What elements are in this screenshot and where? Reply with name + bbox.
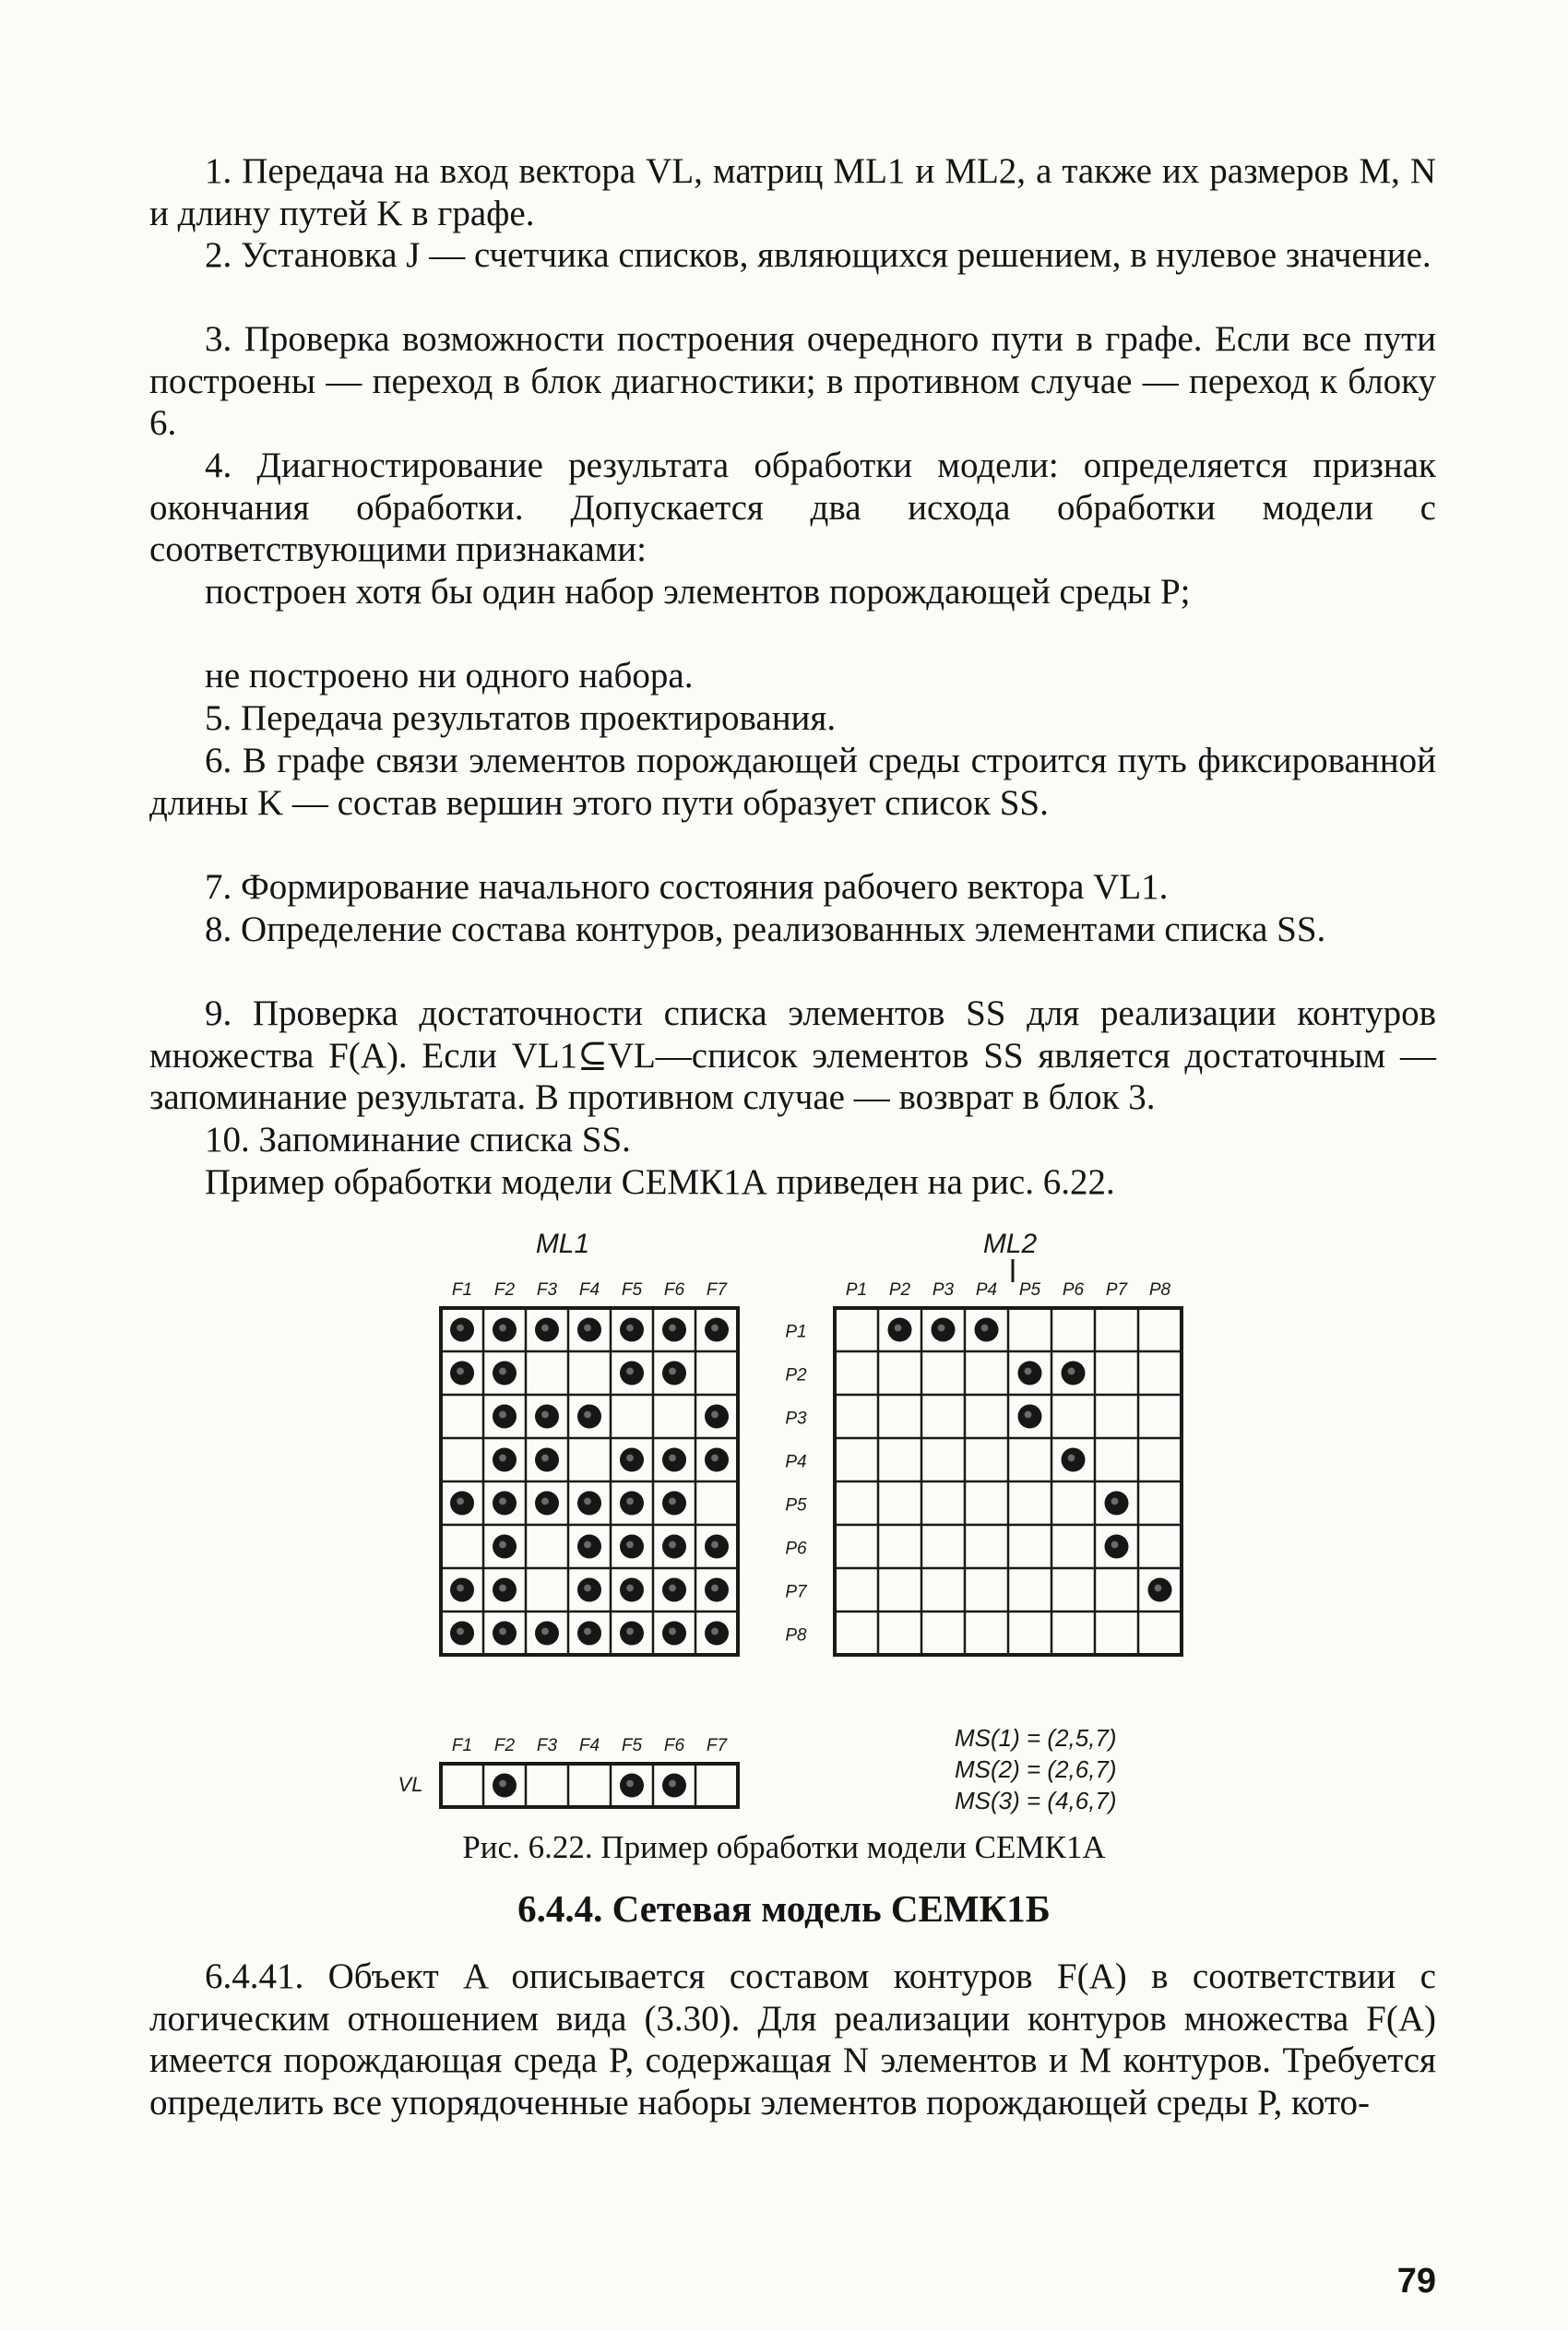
ml1-dot-texture <box>584 1628 591 1635</box>
ml2-dot-texture <box>1025 1368 1032 1375</box>
ml1-dot-texture <box>711 1325 719 1332</box>
ms-line-2: MS(2) = (2,6,7) <box>955 1755 1117 1783</box>
ml1-dot-texture <box>457 1325 464 1332</box>
ml2-column-label: P3 <box>932 1280 955 1300</box>
ml1-dot-texture <box>669 1325 676 1332</box>
ml1-dot-texture <box>626 1498 634 1505</box>
ml1-dot-texture <box>711 1455 719 1462</box>
section-heading: 6.4.4. Сетевая модель СЕМК1Б <box>517 1887 1051 1930</box>
vl-dot-texture <box>499 1780 506 1788</box>
ml1-dot-texture <box>711 1585 719 1592</box>
ml1-column-label: F5 <box>621 1280 643 1300</box>
vl-column-label: F5 <box>621 1736 643 1755</box>
ml1-column-label: F4 <box>578 1280 600 1300</box>
ml2-row-label: P4 <box>785 1452 807 1472</box>
ml1-dot-texture <box>499 1628 506 1635</box>
step-5: 5. Передача результатов проектирования. <box>205 698 837 738</box>
ml1-dot-texture <box>626 1325 634 1332</box>
vl-column-label: F3 <box>536 1736 558 1755</box>
ml1-column-label: F6 <box>663 1280 685 1300</box>
ms-line-3: MS(3) = (4,6,7) <box>955 1787 1117 1814</box>
ml2-row-label: P6 <box>785 1539 807 1559</box>
ml2-dot-texture <box>1111 1541 1119 1549</box>
step-9: 9. Проверка достаточности списка элементов SS для реализации контуров множества F(A). Если VL1⊆VL—список элементов SS является достаточным — запоминание результата. В противном случае — возврат в блок 3. <box>149 993 1436 1117</box>
ml1-dot-texture <box>626 1628 634 1635</box>
ml1-dot-texture <box>457 1585 464 1592</box>
step-4: 4. Диагностирование результата обработки модели: определяется признак окончания обработки. Допускается два исхода обработки модели с соответствующими признаками: <box>149 446 1436 569</box>
ml1-dot-texture <box>499 1325 506 1332</box>
ml2-column-label: P5 <box>1018 1280 1041 1300</box>
step-4-outcome-1: построен хотя бы один набор элементов порождающей среды P; <box>205 572 1191 612</box>
ml2-dot-texture <box>1068 1455 1075 1462</box>
ml1-dot-texture <box>499 1498 506 1505</box>
ml1-column-label: F1 <box>451 1280 473 1300</box>
step-3: 3. Проверка возможности построения очередного пути в графе. Если все пути построены — переход в блок диагностики; в противном случае — переход к блоку 6. <box>149 319 1436 443</box>
ms-line-1: MS(1) = (2,5,7) <box>955 1724 1117 1752</box>
ml2-row-label: P7 <box>785 1582 807 1602</box>
step-4-outcome-2: не построено ни одного набора. <box>205 656 694 696</box>
ml1-dot-texture <box>669 1455 676 1462</box>
vl-dot-texture <box>669 1780 676 1788</box>
ml1-dot-texture <box>541 1628 549 1635</box>
step-10: 10. Запоминание списка SS. <box>205 1120 631 1160</box>
ml2-column-label: P2 <box>888 1280 911 1300</box>
vl-label: VL <box>398 1773 423 1796</box>
vl-column-label: F7 <box>706 1736 728 1755</box>
ml1-dot-texture <box>499 1368 506 1375</box>
ml2-dot-texture <box>1111 1498 1119 1505</box>
step-2: 2. Установка J — счетчика списков, являющихся решением, в нулевое значение. <box>205 235 1431 275</box>
figure-reference: Пример обработки модели СЕМК1А приведен на рис. 6.22. <box>205 1162 1115 1202</box>
ml1-dot-texture <box>711 1541 719 1549</box>
ml1-dot-texture <box>711 1628 719 1635</box>
ml1-dot-texture <box>584 1585 591 1592</box>
ml1-dot-texture <box>669 1368 676 1375</box>
ml1-dot-texture <box>626 1585 634 1592</box>
vl-column-label: F4 <box>578 1736 600 1755</box>
ml1-dot-texture <box>499 1411 506 1419</box>
ml2-dot-texture <box>938 1325 945 1332</box>
ml1-dot-texture <box>499 1585 506 1592</box>
ml1-column-label: F3 <box>536 1280 558 1300</box>
vl-column-label: F6 <box>663 1736 685 1755</box>
ml1-dot-texture <box>541 1325 549 1332</box>
section-paragraph: 6.4.41. Объект A описывается составом контуров F(A) в соответствии с логическим отношением вида (3.30). Для реализации контуров множества F(A) имеется порождающая среда P, содержащая N элементов и M контуров. Требуется определить все упорядоченные наборы элементов порождающей среды P, кото- <box>149 1956 1436 2123</box>
ml1-column-label: F7 <box>706 1280 728 1300</box>
ml1-dot-texture <box>499 1541 506 1549</box>
ml1-dot-texture <box>584 1498 591 1505</box>
ml1-dot-texture <box>499 1455 506 1462</box>
figure-caption: Рис. 6.22. Пример обработки модели СЕМК1А <box>462 1829 1106 1865</box>
ml2-column-label: P1 <box>845 1280 868 1300</box>
ml2-column-label: P6 <box>1062 1280 1085 1300</box>
page-number: 79 <box>1396 2262 1436 2301</box>
ml1-dot-texture <box>669 1498 676 1505</box>
step-1: 1. Передача на вход вектора VL, матриц ML1 и ML2, а также их размеров M, N и длину путей K в графе. <box>149 151 1436 233</box>
vl-column-label: F2 <box>493 1736 516 1755</box>
ml2-dot-texture <box>895 1325 902 1332</box>
ml1-dot-texture <box>584 1325 591 1332</box>
ml2-row-label: P5 <box>785 1495 807 1516</box>
ml2-column-label: P8 <box>1148 1280 1171 1300</box>
ml1-dot-texture <box>626 1368 634 1375</box>
vl-dot-texture <box>626 1780 634 1788</box>
ml2-dot-texture <box>981 1325 989 1332</box>
ml1-dot-texture <box>669 1628 676 1635</box>
ml1-dot-texture <box>584 1411 591 1419</box>
ml1-dot-texture <box>669 1585 676 1592</box>
ml2-matrix <box>785 1280 1182 1655</box>
ml2-row-label: P1 <box>785 1322 807 1342</box>
vl-column-label: F1 <box>451 1736 473 1755</box>
ml2-dot-texture <box>1155 1585 1162 1592</box>
vl-vector <box>398 1736 738 1807</box>
step-8: 8. Определение состава контуров, реализованных элементами списка SS. <box>205 910 1326 949</box>
ml1-matrix <box>441 1280 738 1655</box>
ml1-dot-texture <box>457 1498 464 1505</box>
ml1-dot-texture <box>457 1628 464 1635</box>
ml1-dot-texture <box>626 1541 634 1549</box>
ml2-row-label: P8 <box>785 1625 807 1646</box>
ml2-title: ML2 <box>982 1229 1038 1259</box>
ml1-column-label: F2 <box>493 1280 516 1300</box>
ml1-title: ML1 <box>535 1229 590 1259</box>
step-6: 6. В графе связи элементов порождающей среды строится путь фиксированной длины K — состав вершин этого пути образует список SS. <box>149 741 1436 823</box>
ml2-column-label: P7 <box>1105 1280 1128 1300</box>
ml2-dot-texture <box>1068 1368 1075 1375</box>
ml1-dot-texture <box>541 1498 549 1505</box>
ml1-dot-texture <box>541 1455 549 1462</box>
ml2-row-label: P3 <box>785 1409 807 1429</box>
ml2-row-label: P2 <box>785 1365 807 1386</box>
ml1-dot-texture <box>584 1541 591 1549</box>
ml2-column-label: P4 <box>975 1280 998 1300</box>
ml1-dot-texture <box>711 1411 719 1419</box>
ml1-dot-texture <box>626 1455 634 1462</box>
ml2-dot-texture <box>1025 1411 1032 1419</box>
vl-border <box>441 1764 738 1807</box>
step-7: 7. Формирование начального состояния рабочего вектора VL1. <box>205 867 1169 907</box>
ml1-dot-texture <box>457 1368 464 1375</box>
ml1-dot-texture <box>541 1411 549 1419</box>
ml1-dot-texture <box>669 1541 676 1549</box>
